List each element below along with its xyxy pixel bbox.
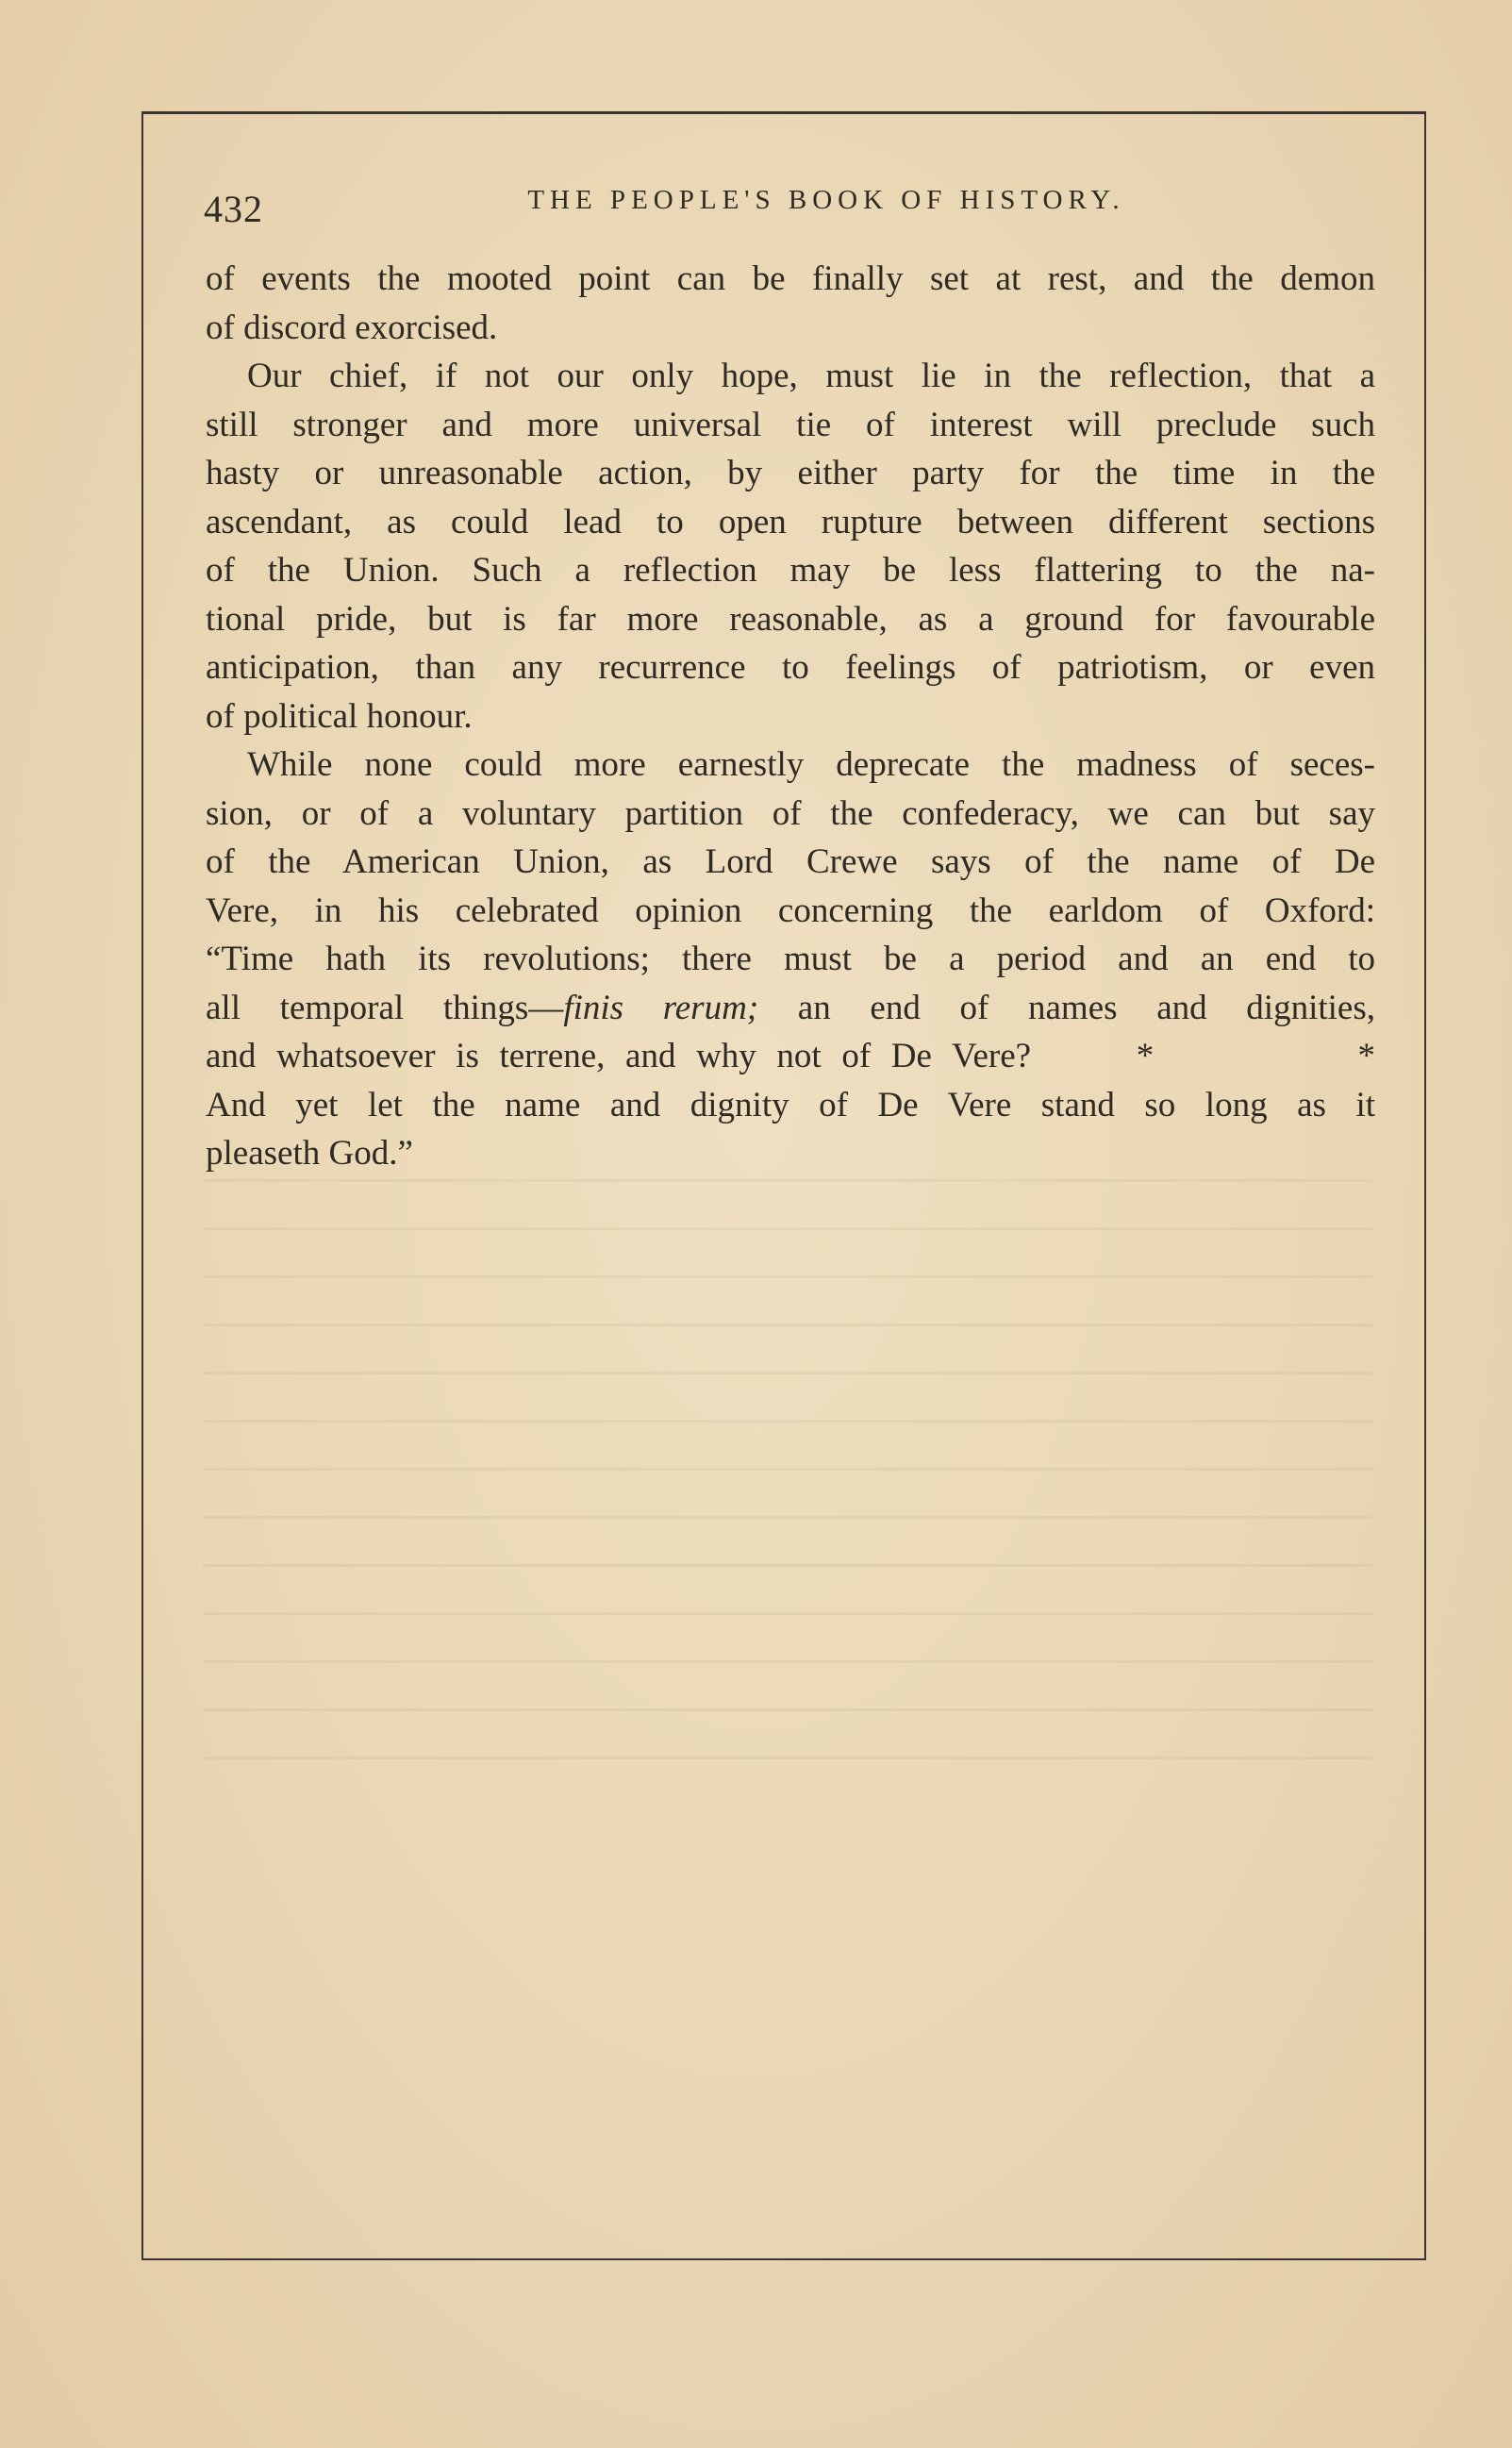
text-segment: all temporal things— (206, 988, 564, 1027)
page-number: 432 (204, 188, 263, 230)
text-line: Vere, in his celebrated opinion concerning the earldom of Oxford: (206, 891, 1375, 930)
paragraph-2 (206, 352, 1375, 741)
text-line: hasty or unreasonable action, by either party for the time in the (206, 454, 1375, 492)
paragraph-3 (206, 741, 1375, 1178)
text-segment: an end of names and dignities, (758, 988, 1375, 1027)
text-line: of the Union. Such a reflection may be less flattering to the na- (206, 551, 1375, 590)
paragraph-1 (206, 255, 1375, 352)
text-line: Our chief, if not our only hope, must lie in the reflection, that a (247, 357, 1375, 395)
text-line: And yet let the name and dignity of De Vere stand so long as it (206, 1085, 1375, 1124)
text-line: sion, or of a voluntary partition of the confederacy, we can but say (206, 793, 1375, 833)
text-line-with-italic (206, 984, 1375, 1033)
text-line: anticipation, than any recurrence to feelings of patriotism, or even (206, 648, 1375, 687)
latin-phrase: finis rerum; (563, 988, 759, 1027)
text-segment: and whatsoever is terrene, and why not of De Vere? (206, 1037, 1032, 1075)
text-line: of discord exorcised. (206, 308, 498, 347)
text-line: pleaseth God.” (206, 1134, 413, 1173)
text-line: “Time hath its revolutions; there must be a period and an end to (206, 940, 1375, 978)
text-line: ascendant, as could lead to open rupture between different sections (206, 502, 1375, 541)
text-line: While none could more earnestly deprecate the madness of seces- (247, 745, 1375, 784)
text-line: of political honour. (206, 696, 473, 736)
ellipsis-stars: * * (1136, 1037, 1376, 1075)
text-line: tional pride, but is far more reasonable, as a ground for favourable (206, 599, 1375, 639)
text-line: still stronger and more universal tie of interest will preclude such (206, 405, 1375, 444)
running-head: THE PEOPLE'S BOOK OF HISTORY. (527, 185, 1125, 215)
page-header (204, 175, 1373, 232)
text-line: of events the mooted point can be finally set at rest, and the demon (206, 259, 1375, 298)
body-text (206, 255, 1375, 1178)
text-line: of the American Union, as Lord Crewe says of the name of De (206, 842, 1375, 881)
text-line-with-ellipsis-stars (206, 1032, 1375, 1081)
